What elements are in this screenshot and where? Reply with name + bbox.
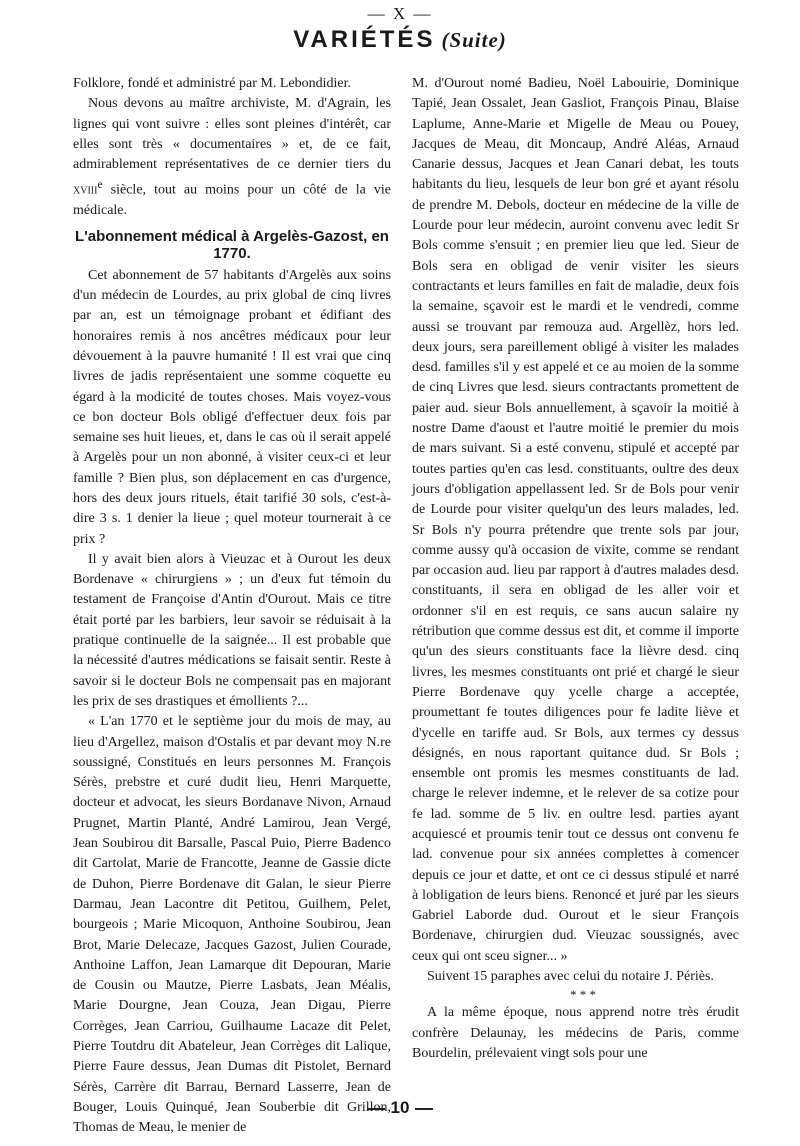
footer-dash — [415, 1108, 433, 1110]
paragraph: Suivent 15 paraphes avec celui du notaire J. Périès. — [427, 969, 714, 985]
page-number: 10 — [390, 1098, 410, 1117]
section-header — [0, 26, 800, 54]
paragraph: Cet abonnement de 57 habitants d'Argelès aux soins d'un médecin de Lourdes, au prix global de cinq livres par an, est un témoignage probant et édifiant des honoraires remis à nos ancêtres médicaux pour leur dévouement à la pauvre humanité ! Il est vrai que cinq livres de jadis représentaient une somme coquette eu égard à la modicité de toutes choses. Mais voyez-vous ce bon docteur Bols obligé d'effectuer deux fois par semaine ses huit lieues, et, dans le cas où il serait appelé à Argelès pour un non abonné, à visiter ceux-ci et leur famille ? Bien plus, son déplacement en cas d'urgence, hors des deux jours rituels, était tarifié 30 sols, c'est-à-dire 3 s. 1 denier la lieue ; quel moteur tournerait à ce prix ? — [73, 267, 391, 547]
paragraph: M. d'Ourout nomé Badieu, Noël Labouirie, Dominique Tapié, Jean Ossalet, Jean Gasliot, François Pinau, Blaise Laplume, Anne-Marie et Migelle de Meau ou Pouey, Jacques de Meau, dit Moncaup, André Aléas, Arnaud Canarie dessus, Jacques et Jean Canari debat, les touts habitants du lieu, lesquels de leur bon gré et ayant résolu de prendre M. Debols, docteur en médecine de la ville de Lourde pour leur médecin, auroint convenu avec ledit Sr Bols comme s'ensuit ; en premier lieu que led. Sieur de Bols sera en obligad de venir visiter les sieurs contractants et leurs familles en fait de maladie, deux fois la semaine, sçavoir est le mardi et le vendredi, comme aussi se trouvant par remouza aud. Argellèz, hors led. deux jours, sera pareillement obligé à visiter les malades desd. familles s'il y est appelé et ce au moien de la somme de cinq Livres que lesd. sieurs contractants promettent de paier aud. sieur Bols annuellement, à sçavoir la moitié à nostre Dame d'aoust et l'autre moitié le premier du mois de mars suivant. Si a esté convenu, stipulé et accepté par toutes parties qu'en cas lesd. constituants, oultre des deux jours d'obligation appellassent led. Sr de Bols pour venir de Lourde pour visiter quelqu'un des leurs malades, led. Sr Bols n'y pourra prétendre que trente sols par jour, comme aussy qu'à occasion de vixite, comme se rendant par occasion aud. lieu par rapport à d'autres malades desd. constituants, il sera en obligad de les aller voir et ordonner s'il en est requis, ce sans aucun salaire ny rétribution que comme dessus est dit, et comme il importe qu'un des sieurs constituants face la lièvre desd. cinq livres, les mesmes constituants ont prié et chargé le sieur Pierre Bordenave quy ycelle charge a acceptée, proumettant fe toutes diligences pour fe ladite liève et d'ycelle en tariffe aud. Sr Bols, aux termes cy dessus désignés, en nous raportant quitance dud. Sr Bols ; ensemble ont promis les mesmes constituants de lad. charge le relever indemne, et le relever de sa cotize pour fe lad. somme de 5 liv. en oultre lesd. parties ayant acquiescé et proumis tenir tout ce dessus ont convenu fe lad. convenue pour six années complettes à comencer depuis ce jour et datte, et ont ce ci dessus stipulé et narré à lobligation de leurs biens. Renoncé et juré par les sieurs Gabriel Laborde dud. Ourout et le sieur François Bordenave, chirurgien dud. Vieuzac soussignés, avec ceux qui ont sceu signer... » — [412, 76, 739, 964]
century-numeral: xviii — [73, 183, 98, 199]
century-superscript: e — [97, 178, 103, 192]
section-suffix: (Suite) — [441, 28, 507, 52]
section-separator: * * * — [570, 987, 596, 1003]
paragraph: A la même époque, nous apprend notre très érudit confrère Delaunay, les médecins de Paris, comme Bourdelin, prélevaient vingt sols pour une — [412, 1005, 739, 1061]
paragraph: Folklore, fondé et administré par M. Lebondidier. — [73, 76, 351, 91]
section-title: VARIÉTÉS — [293, 26, 436, 53]
paragraph: Il y avait bien alors à Vieuzac et à Ourout les deux Bordenave « chirurgiens » ; un d'eux fut témoin du testament de Françoise d'Antin d'Ourout. Mais ce titre était porté par les barbiers, leur savoir se réduisait à la pratique continuelle de la saignée... Il est probable que la nécessité d'autres médications se faisait sentir. Reste à savoir si le docteur Bols ne compensait pas en majorant les prix de ses drastiques et émollients ?... — [73, 551, 391, 709]
page-footer — [0, 1098, 800, 1118]
right-column — [412, 74, 739, 1064]
paragraph — [73, 94, 391, 221]
paragraph-text: siècle, tout au moins pour un côté de la vie médicale. — [73, 183, 391, 219]
left-column — [73, 74, 391, 1139]
footer-dash — [367, 1108, 385, 1110]
article-heading: L'abonnement médical à Argelès-Gazost, en 1770. — [75, 227, 389, 262]
paragraph: « L'an 1770 et le septième jour du mois de may, au lieu d'Argellez, maison d'Ostalis et par devant moy N.re soussigné, Constitués en leurs personnes M. François Sérès, prebstre et curé dudit lieu, Henri Marquette, docteur et advocat, les sieurs Bordanave Nivon, Arnaud Prugnet, Martin Planté, André Lamirou, Jean Vergé, Jean Soubirou dit Barsalle, Pascal Puio, Pierre Badenco dit Cartolat, Marie de Francotte, Jeanne de Gassie dicte de Duhon, Pierre Bordenave dit Galan, le sieur Pierre Darmau, Jean Lacontre dit Petitou, Guilhem, Pelet, bourgeois ; Marie Micoquon, Anthoine Soubirou, Jean Brot, Marie Delecaze, Jacques Gazost, Julien Courade, Anthoine Laffon, Jean Lamarque dit Depouran, Marie de Cousin ou Mautze, Pierre Lasbats, Jean Méalis, Marie Dourgne, Jean Couza, Jean Digau, Pierre Corrèges, Jean Carriou, Guilhaume Lacaze dit Pelet, Pierre Toutdru dit Abateleur, Jean Corrèges dit Lalique, Pierre Faure dessus, Jean Dumas dit Pistolet, Bernard Sérès, Carrère dit Barrau, Bernard Lasserre, Jean de Bouger, Louis Quinqué, Jean Souberbie dit Grillon, Thomas de Meau, le menier de — [73, 714, 391, 1136]
paragraph-text: Nous devons au maître archiviste, M. d'Agrain, les lignes qui vont suivre : elles sont pleines d'intérêt, car elles sont très « documentaires » et, de ce fait, admirablement représentatives de ce dernier tiers du — [73, 96, 391, 173]
page-roman-numeral: — X — — [367, 4, 433, 23]
